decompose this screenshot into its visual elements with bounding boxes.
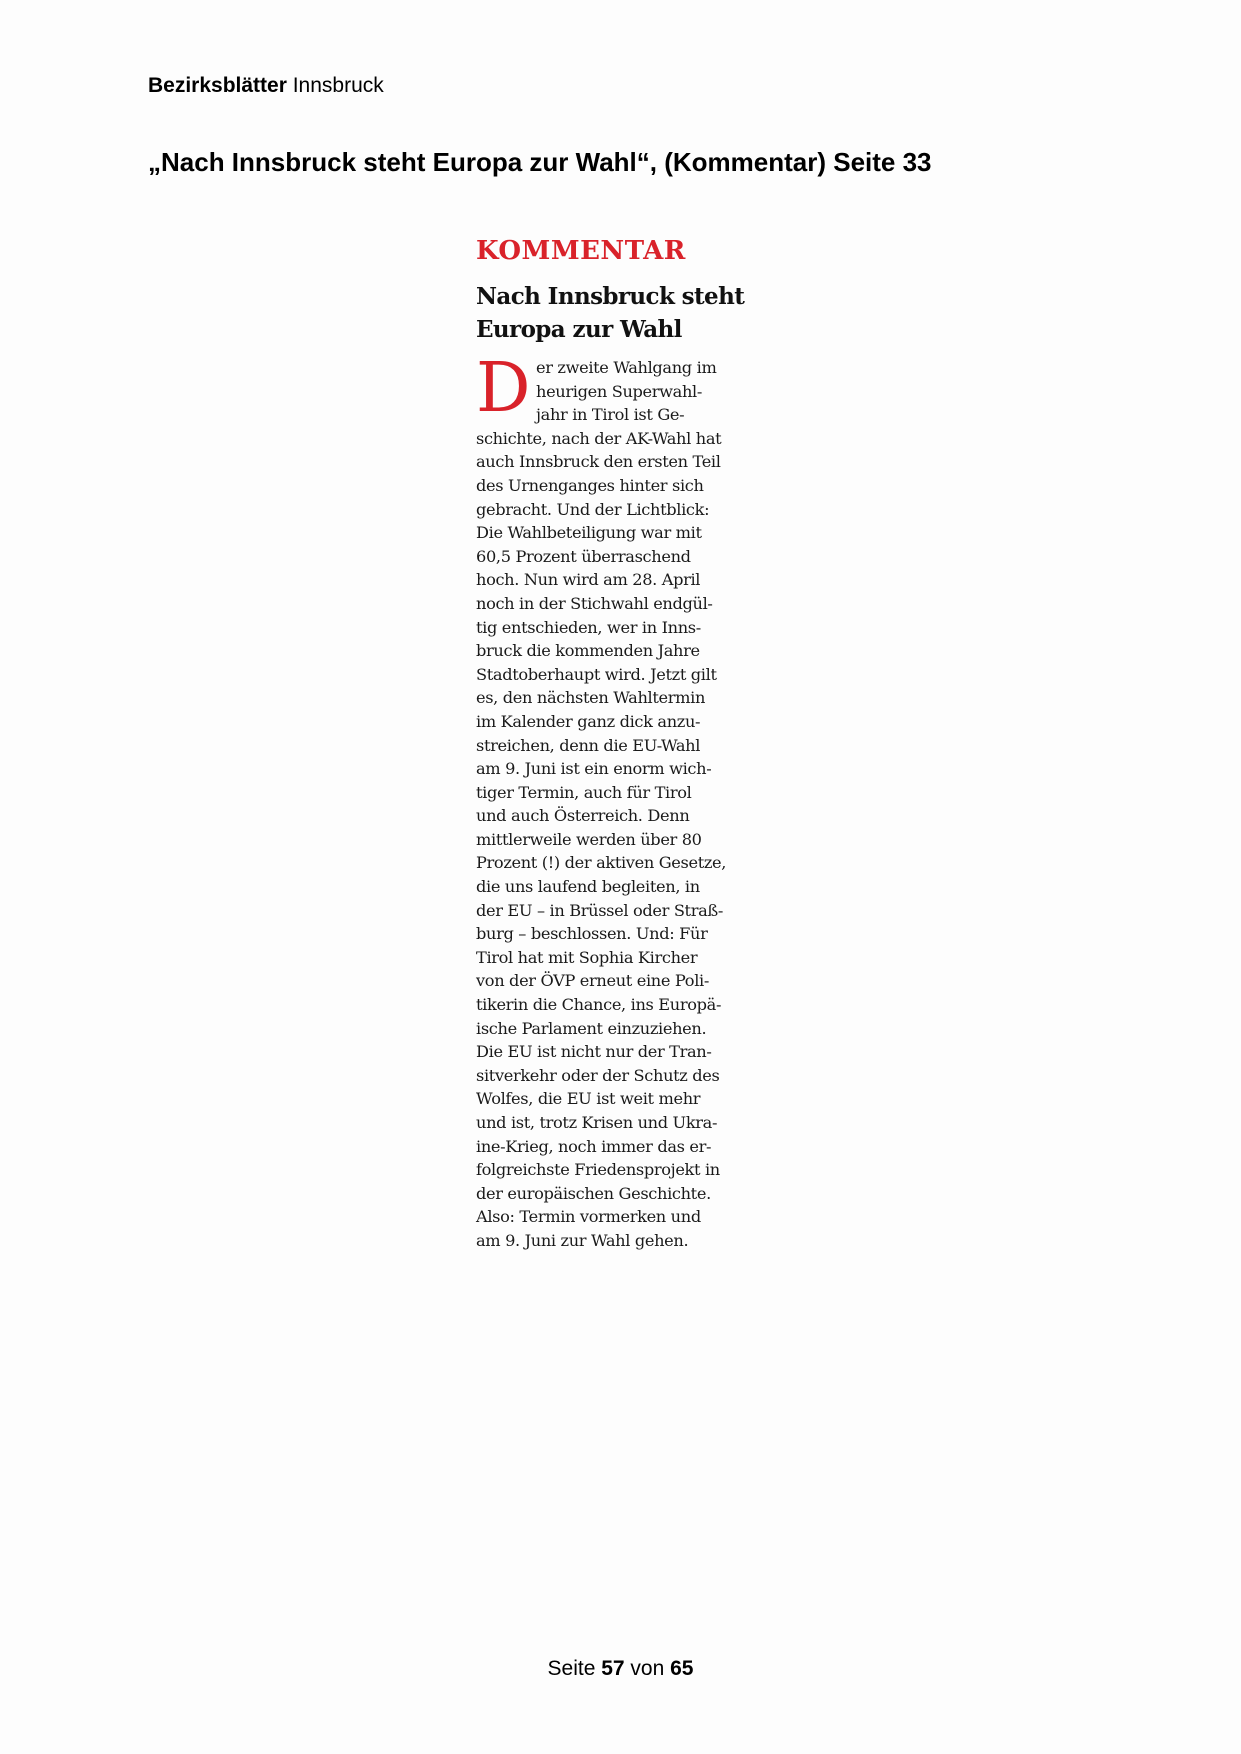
article-line: 60,5 Prozent überraschend	[476, 546, 691, 566]
article-line: Stadtoberhaupt wird. Jetzt gilt	[476, 664, 717, 684]
article-kicker: KOMMENTAR	[476, 236, 686, 266]
article-line: die uns laufend begleiten, in	[476, 877, 700, 897]
publication-source	[148, 74, 384, 98]
article-line: Die EU ist nicht nur der Tran-	[476, 1042, 712, 1062]
article-line: ische Parlament einzuziehen.	[476, 1018, 707, 1038]
article-line: mittlerweile werden über 80	[476, 829, 702, 849]
article-line: der europäischen Geschichte.	[476, 1183, 711, 1203]
headline-line: Europa zur Wahl	[476, 316, 682, 343]
article-line: tikerin die Chance, ins Europä-	[476, 995, 722, 1015]
total-page-count: 65	[670, 1657, 694, 1680]
article-line: am 9. Juni ist ein enorm wich-	[476, 759, 712, 779]
article-line: Die Wahlbeteiligung war mit	[476, 523, 702, 543]
article-line: am 9. Juni zur Wahl gehen.	[476, 1230, 689, 1250]
article-body	[476, 349, 754, 1253]
article-line: schichte, nach der AK-Wahl hat	[476, 428, 722, 448]
article-line: burg – beschlossen. Und: Für	[476, 924, 708, 944]
article-line: bruck die kommenden Jahre	[476, 641, 700, 661]
article-line: er zweite Wahlgang im	[536, 358, 717, 377]
article-line: es, den nächsten Wahltermin	[476, 688, 706, 708]
article-line: gebracht. Und der Lichtblick:	[476, 499, 710, 519]
article-line: folgreichste Friedensprojekt in	[476, 1160, 720, 1180]
article-clipping	[476, 236, 754, 1253]
article-line: und auch Österreich. Denn	[476, 806, 690, 826]
article-headline	[476, 280, 754, 346]
article-line: heurigen Superwahl-	[536, 381, 702, 401]
article-line: Tirol hat mit Sophia Kircher	[476, 947, 698, 967]
article-line: Also: Termin vormerken und	[476, 1207, 701, 1227]
publication-name: Bezirksblätter	[148, 74, 287, 97]
article-line: des Urnenganges hinter sich	[476, 475, 704, 495]
publication-region: Innsbruck	[286, 74, 384, 97]
article-line: noch in der Stichwahl endgül-	[476, 593, 713, 613]
article-line: von der ÖVP erneut eine Poli-	[476, 971, 709, 991]
page-footer	[0, 1657, 1241, 1681]
article-line: sitverkehr oder der Schutz des	[476, 1065, 720, 1085]
article-line: der EU – in Brüssel oder Straß-	[476, 900, 723, 920]
article-line: streichen, denn die EU-Wahl	[476, 735, 701, 755]
article-line: tig entschieden, wer in Inns-	[476, 617, 701, 637]
footer-middle: von	[624, 1657, 671, 1680]
article-line: Prozent (!) der aktiven Gesetze,	[476, 853, 727, 873]
article-line: und ist, trotz Krisen und Ukra-	[476, 1113, 718, 1132]
article-line: im Kalender ganz dick anzu-	[476, 711, 701, 731]
article-line: Wolfes, die EU ist weit mehr	[476, 1089, 701, 1109]
document-title: „Nach Innsbruck steht Europa zur Wahl“, (Kommentar) Seite 33	[148, 147, 932, 177]
article-line: jahr in Tirol ist Ge-	[536, 405, 685, 425]
headline-line: Nach Innsbruck steht	[476, 283, 745, 310]
article-line: ine-Krieg, noch immer das er-	[476, 1136, 712, 1156]
drop-cap: D	[476, 349, 531, 428]
article-line: tiger Termin, auch für Tirol	[476, 782, 692, 802]
article-line: hoch. Nun wird am 28. April	[476, 570, 701, 590]
current-page-number: 57	[601, 1657, 625, 1680]
footer-prefix: Seite	[547, 1657, 602, 1680]
article-line: auch Innsbruck den ersten Teil	[476, 452, 721, 472]
